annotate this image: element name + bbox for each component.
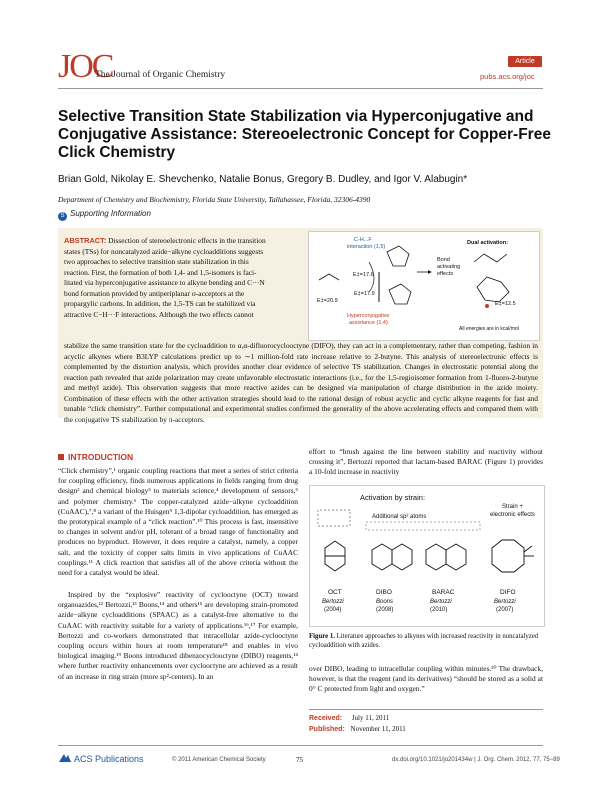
difo-ring bbox=[492, 540, 524, 572]
article-title: Selective Transition State Stabilization via Hyperconjugative and Conjugative Assistance: Stereoelectronic Concept for Copper-Free Click Chemistry bbox=[58, 108, 551, 161]
figure-year-difo: (2007) bbox=[496, 607, 514, 613]
section-heading-introduction: INTRODUCTION bbox=[58, 452, 133, 462]
journal-logo: JOC bbox=[58, 48, 113, 85]
journal-url[interactable]: pubs.acs.org/joc bbox=[480, 72, 535, 81]
toc-energy-2: E‡=20.9 bbox=[317, 298, 338, 304]
figure-year-barac: (2010) bbox=[430, 607, 448, 613]
abstract-line: bond formation provided by antiperiplanar σ-acceptors at the bbox=[64, 288, 245, 298]
figure-1-caption: Figure 1. Literature approaches to alkynes with increased reactivity in noncatalyzed cycloaddition with azides. bbox=[309, 633, 539, 649]
barac-ring-2 bbox=[446, 544, 466, 570]
toc-chf-label2: interaction (1,5) bbox=[347, 244, 386, 250]
supporting-info-icon: S bbox=[58, 212, 67, 221]
article-badge: Article bbox=[508, 56, 542, 67]
abstract-label: ABSTRACT: bbox=[64, 236, 107, 245]
abstract-line: propargylic carbons. In addition, the 1,5-TS can be stabilized via bbox=[64, 299, 256, 308]
abstract-line: litated via hyperconjugative assistance to alkyne bending and C···N bbox=[64, 278, 265, 287]
figure-1-diagram bbox=[310, 486, 544, 626]
toc-bond: Bond bbox=[437, 257, 450, 263]
dates-divider bbox=[309, 709, 543, 710]
affiliation: Department of Chemistry and Biochemistry, Florida State University, Tallahassee, Florida, 32306-4390 bbox=[58, 195, 371, 204]
toc-kcal: All energies are in kcal/mol bbox=[459, 326, 519, 332]
section-marker-icon bbox=[58, 454, 64, 460]
dibo-ring-2 bbox=[392, 544, 412, 570]
journal-name: The Journal of Organic Chemistry bbox=[95, 70, 226, 80]
figure-year-dibo: (2008) bbox=[376, 607, 394, 613]
dates-block bbox=[309, 713, 406, 735]
figure-author-difo: Bertozzi bbox=[494, 599, 516, 605]
toc-hyper-1: Hyperconjugative bbox=[347, 313, 390, 319]
abstract-line: reaction. First, the formation of both 1,4- and 1,5-isomers is faci- bbox=[64, 267, 257, 277]
toc-hyper-2: assistance (1,4) bbox=[349, 320, 388, 326]
figure-author-barac: Bertozzi bbox=[430, 599, 452, 605]
intro-paragraph-1: “Click chemistry”,¹ organic coupling reactions that meet a series of strict criteria for coupling efficiency, finds numerous applications in fields ranging from drug design² and chemical biology³ to materials science,⁴ development of sensors,⁵ and polymer chemistry.⁶ The copper-catalyzed azide−alkyne cycloaddition (CuAAC),⁷,⁸ a variant of the Huisgen⁹ 1,3-dipolar cycloaddition, has emerged as the prototypical example of a “click reaction”.¹⁰ This process is fast, insensitive to changes in solvent and/or pH, tolerant of a broad range of functionality and produces no byproduct. However, it does require a catalyst, namely, a copper salt, and the toxicity of copper salts limits in vivo applications of CuAAC couplings.¹¹ A click reaction that satisfies all of the above criteria without the need for a catalyst would be ideal. bbox=[58, 466, 298, 578]
abstract-line: states (TSs) for noncatalyzed azide−alkyne cycloadditions suggests bbox=[64, 246, 264, 256]
supporting-info-label: Supporting Information bbox=[70, 209, 151, 218]
figure-additional: Additional sp² atoms bbox=[372, 514, 427, 520]
figure-author-dibo: Boons bbox=[376, 599, 394, 605]
abstract-line: Dissection of stereoelectronic effects in the transition bbox=[108, 236, 266, 245]
abstract-left bbox=[64, 236, 304, 320]
intro-paragraph-2: Inspired by the “explosive” reactivity of cyclooctyne (OCT) toward organoazides,¹² Bertozzi,¹³ Boons,¹⁴ and others¹⁵ are developing strain-promoted azide−alkyne cycloadditions (SPAAC) as a catalyst-free alternative to the CuAAC with reactivity suitable for a variety of applications.¹⁶,¹⁷ For example, Bertozzi and co-workers demonstrated that intracellular azide-cyclooctyne coupling occurs within hours at room temperature¹⁸ and enables in vivo biological imaging.¹⁹ Boons introduced dibenzocyclooctyne (DIBO) reagents,¹⁴ where further reactivity enhancements over cyclooctyne are achieved as a result of an increase in ring strain (more sp²-centers). In an bbox=[58, 590, 298, 681]
figure-caption-label: Figure 1. bbox=[309, 633, 335, 640]
figure-label-barac: BARAC bbox=[432, 589, 455, 596]
figure-label-oct: OCT bbox=[328, 589, 342, 596]
toc-diagram bbox=[309, 232, 539, 340]
abstract-line: attractive C−H···F interactions. Although the two effects cannot bbox=[64, 309, 254, 319]
toc-effects: effects bbox=[437, 271, 454, 277]
figure-label-dibo: DIBO bbox=[376, 589, 392, 596]
toc-energy-4: E‡=12.5 bbox=[495, 301, 516, 307]
intro-right-top: effort to “brush against the line between stability and reactivity without crossing it”, Bertozzi reported that lactam-based BARAC (Figure 1) provides a 10-fold increase in reactivity bbox=[309, 447, 543, 477]
intro-right-bottom: over DIBO, leading to intracellular coupling within minutes.²⁰ The drawback, however, is that the reagent (and its derivatives) “should be stored as a solid at 0° C protected from light and oxygen.” bbox=[309, 664, 543, 694]
toc-energy-3: E‡=17.9 bbox=[354, 291, 375, 297]
barac-ring bbox=[426, 544, 446, 570]
toc-dual: Dual activation: bbox=[467, 240, 508, 246]
figure-year-oct: (2004) bbox=[324, 607, 342, 613]
abstract-continued: stabilize the same transition state for the cycloaddition to α,α-difluorocyclooctyne (DIFO), they can act in a complementary, rather than competing, fashion in acyclic alkynes where B3LYP calculations predict up to ∼1 million-fold rate increase relative to 2-butyne. This analysis of stereoelectronic effects is complemented by the distortion analysis, which provides another clear evidence of selective TS stabilization. Changes in electrostatic potential along the reaction path revealed that azide polarization may create unfavorable electrostatic interactions (i.e., for the 1,5-regioisomer formation from 1-fluoro-2-butyne and methyl azide). This observation suggests that more reactive azides can be designed via manipulation of charge distribution in the azide moiety. Combination of these effects with the other activation strategies should lead to the rational design of robust acyclic and cyclic alkyne reagents for fast and tunable “click chemistry”. Further computational and experimental studies confirmed the generality of the above accelerating effects and compared them with the conjugative TS stabilization by π-acceptors. bbox=[64, 341, 538, 424]
received-label: Received: bbox=[309, 715, 343, 722]
figure-title: Activation by strain: bbox=[360, 493, 426, 502]
published-date: November 11, 2011 bbox=[350, 725, 406, 733]
supporting-info-link[interactable] bbox=[58, 209, 151, 221]
abstract-line: two approaches to selective transition state stabilization in this bbox=[64, 257, 249, 266]
header-divider bbox=[58, 88, 543, 89]
published-label: Published: bbox=[309, 726, 345, 733]
figure-label-difo: DIFO bbox=[500, 589, 516, 596]
copyright: © 2011 American Chemical Society bbox=[172, 757, 266, 763]
toc-graphic bbox=[308, 231, 540, 341]
toc-chf-label: C-H...F bbox=[354, 237, 372, 243]
figure-1 bbox=[309, 485, 545, 627]
doi-citation[interactable]: dx.doi.org/10.1021/jo201434w | J. Org. Chem. 2012, 77, 75−89 bbox=[392, 757, 560, 763]
figure-author-oct: Bertozzi bbox=[322, 599, 344, 605]
acs-logo-icon bbox=[58, 752, 72, 764]
figure-elec: electronic effects bbox=[490, 512, 535, 518]
footer-divider bbox=[58, 745, 543, 746]
toc-energy-1: E‡=17.6 bbox=[353, 272, 374, 278]
toc-activating: activating bbox=[437, 264, 461, 270]
author-list: Brian Gold, Nikolay E. Shevchenko, Natalie Bonus, Gregory B. Dudley, and Igor V. Alabugin* bbox=[58, 174, 468, 185]
figure-strain: Strain + bbox=[502, 504, 523, 510]
page-number: 75 bbox=[296, 756, 303, 764]
dibo-ring bbox=[372, 544, 392, 570]
received-date: July 11, 2011 bbox=[351, 714, 390, 722]
acs-publications-logo[interactable]: ACS Publications bbox=[58, 752, 144, 764]
